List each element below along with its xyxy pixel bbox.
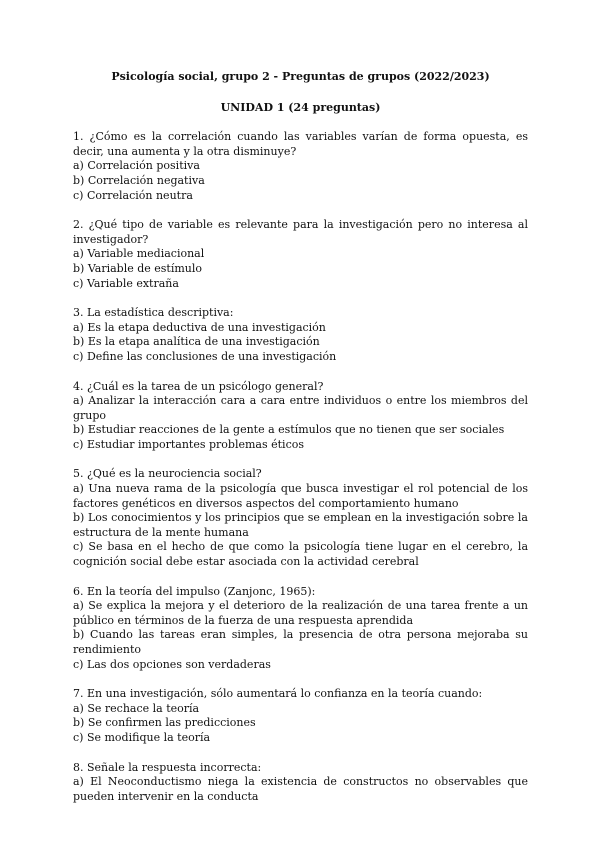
question-3: [73, 306, 528, 364]
option-b: b) Estudiar reacciones de la gente a estímulos que no tienen que ser sociales: [73, 423, 505, 437]
question-stem: 3. La estadística descriptiva:: [73, 306, 234, 320]
question-8: [73, 761, 528, 805]
option-a: a) Se rechace la teoría: [73, 701, 200, 715]
question-7: [73, 687, 528, 745]
option-c: c) Correlación neutra: [73, 188, 193, 202]
question-stem: 1. ¿Cómo es la correlación cuando las variables varían de forma opuesta, es decir, una aumenta y la otra disminuye?: [73, 130, 528, 158]
question-stem: 2. ¿Qué tipo de variable es relevante para la investigación pero no interesa al investigador?: [73, 218, 528, 246]
option-a: a) Es la etapa deductiva de una investigación: [73, 320, 326, 334]
option-b: b) Cuando las tareas eran simples, la presencia de otra persona mejoraba su rendimiento: [73, 628, 528, 656]
question-stem: 7. En una investigación, sólo aumentará lo confianza en la teoría cuando:: [73, 687, 483, 701]
option-b: b) Se confirmen las predicciones: [73, 716, 256, 730]
unit-heading: UNIDAD 1 (24 preguntas): [220, 100, 381, 114]
option-c: c) Se basa en el hecho de que como la psicología tiene lugar en el cerebro, la cognición social debe estar asociada con la actividad cerebral: [73, 540, 528, 569]
option-c: c) Las dos opciones son verdaderas: [73, 657, 271, 671]
option-c: c) Define las conclusiones de una investigación: [73, 349, 337, 363]
option-b: b) Correlación negativa: [73, 173, 205, 187]
question-4: [73, 380, 528, 453]
question-stem: 8. Señale la respuesta incorrecta:: [73, 760, 262, 774]
document-title: Psicología social, grupo 2 - Preguntas de grupos (2022/2023): [111, 70, 490, 83]
question-5: [73, 467, 528, 569]
option-c: c) Estudiar importantes problemas éticos: [73, 437, 305, 451]
option-b: b) Variable de estímulo: [73, 261, 203, 275]
option-a: a) Se explica la mejora y el deterioro de la realización de una tarea frente a un público en términos de la fuerza de una respuesta aprendida: [73, 599, 528, 627]
option-c: c) Se modifique la teoría: [73, 730, 211, 744]
option-a: a) Analizar la interacción cara a cara entre individuos o entre los miembros del grupo: [73, 394, 528, 422]
question-stem: 5. ¿Qué es la neurociencia social?: [73, 467, 262, 481]
question-stem: 6. En la teoría del impulso (Zanjonc, 1965):: [73, 584, 316, 598]
option-a: a) Variable mediacional: [73, 247, 205, 261]
option-a: a) Una nueva rama de la psicología que busca investigar el rol potencial de los factores genéticos en diversos aspectos del comportamiento humano: [73, 482, 528, 510]
question-stem: 4. ¿Cuál es la tarea de un psicólogo general?: [73, 379, 324, 393]
option-a: a) Correlación positiva: [73, 159, 200, 173]
option-b: b) Es la etapa analítica de una investigación: [73, 335, 320, 349]
option-c: c) Variable extraña: [73, 276, 179, 290]
option-b: b) Los conocimientos y los principios que se emplean en la investigación sobre la estructura de la mente humana: [73, 511, 528, 539]
question-2: [73, 218, 528, 291]
question-1: [73, 130, 528, 203]
question-6: [73, 585, 528, 673]
option-a: a) El Neoconductismo niega la existencia de constructos no observables que pueden intervenir en la conducta: [73, 775, 528, 803]
